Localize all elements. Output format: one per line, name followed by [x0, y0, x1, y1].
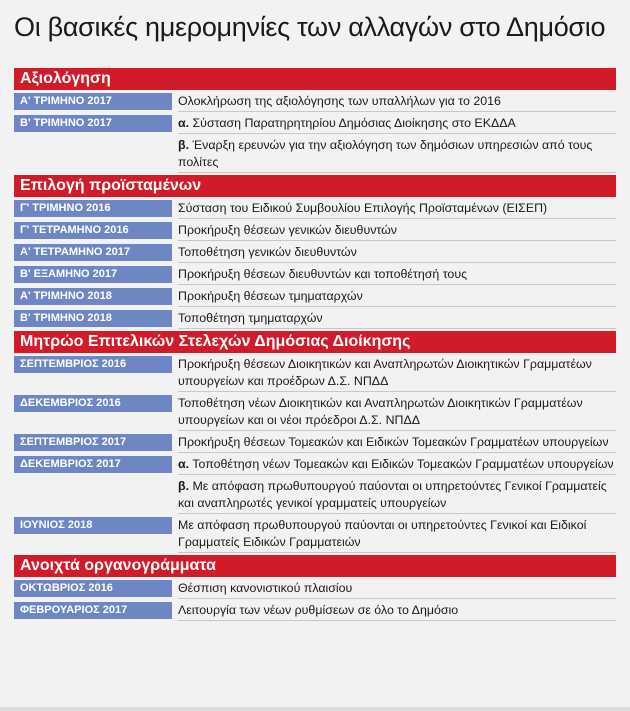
table-row	[14, 478, 616, 514]
table-row	[14, 93, 616, 112]
period-label: Γ' ΤΡΙΜΗΝΟ 2016	[14, 200, 172, 217]
row-description	[178, 200, 616, 219]
row-description	[178, 137, 616, 173]
description-text: Τοποθέτηση τμηματαρχών	[178, 311, 323, 325]
item-marker: α.	[178, 457, 190, 471]
description-text: Με απόφαση πρωθυπουργού παύονται οι υπηρετούντες Γενικοί Γραμματείς και αναπληρωτές γενικοί γραμματείς υπουργείων	[178, 479, 607, 510]
row-description	[178, 288, 616, 307]
period-label: ΣΕΠΤΕΜΒΡΙΟΣ 2017	[14, 434, 172, 451]
row-description	[178, 222, 616, 241]
section-header: Αξιολόγηση	[14, 68, 616, 90]
period-label	[14, 137, 172, 154]
timeline-table	[14, 66, 616, 621]
row-description	[178, 266, 616, 285]
table-row	[14, 137, 616, 173]
table-row	[14, 434, 616, 453]
table-row	[14, 244, 616, 263]
table-row	[14, 222, 616, 241]
table-row	[14, 517, 616, 553]
item-marker: β.	[178, 479, 190, 493]
row-description	[178, 93, 616, 112]
period-label: ΔΕΚΕΜΒΡΙΟΣ 2017	[14, 456, 172, 473]
table-row	[14, 200, 616, 219]
period-label	[14, 478, 172, 495]
row-description	[178, 310, 616, 329]
table-row	[14, 580, 616, 599]
row-description	[178, 395, 616, 431]
period-label: Α' ΤΡΙΜΗΝΟ 2017	[14, 93, 172, 110]
table-row	[14, 266, 616, 285]
description-text: Σύσταση του Ειδικού Συμβουλίου Επιλογής Προϊσταμένων (ΕΙΣΕΠ)	[178, 201, 548, 215]
item-marker: β.	[178, 138, 190, 152]
section-header: Επιλογή προϊσταμένων	[14, 175, 616, 197]
table-row	[14, 395, 616, 431]
period-label: Γ' ΤΕΤΡΑΜΗΝΟ 2016	[14, 222, 172, 239]
description-text: Με απόφαση πρωθυπουργού παύονται οι υπηρετούντες Γενικοί και Ειδικοί Γραμματείς Ειδικών Γραμματειών	[178, 518, 587, 549]
item-marker: α.	[178, 116, 190, 130]
row-description	[178, 580, 616, 599]
description-text: Προκήρυξη θέσεων Διοικητικών και Αναπληρωτών Διοικητικών Γραμματέων υπουργείων και προέδρων Δ.Σ. ΝΠΔΔ	[178, 357, 592, 388]
table-row	[14, 115, 616, 134]
description-text: Τοποθέτηση γενικών διευθυντών	[178, 245, 357, 259]
description-text: Τοποθέτηση νέων Τομεακών και Ειδικών Τομεακών Γραμματέων υπουργείων	[192, 457, 614, 471]
bottom-divider	[0, 707, 630, 711]
row-description	[178, 478, 616, 514]
description-text: Τοποθέτηση νέων Διοικητικών και Αναπληρωτών Διοικητικών Γραμματέων υπουργείων και οι νέοι πρόεδροι Δ.Σ. ΝΠΔΔ	[178, 396, 583, 427]
section-header: Μητρώο Επιτελικών Στελεχών Δημόσιας Διοίκησης	[14, 331, 616, 353]
table-row	[14, 602, 616, 621]
row-description	[178, 115, 616, 134]
period-label: Β' ΕΞΑΜΗΝΟ 2017	[14, 266, 172, 283]
row-description	[178, 517, 616, 553]
period-label: Α' ΤΡΙΜΗΝΟ 2018	[14, 288, 172, 305]
description-text: Προκήρυξη θέσεων τμηματαρχών	[178, 289, 363, 303]
period-label: ΟΚΤΩΒΡΙΟΣ 2016	[14, 580, 172, 597]
period-label: ΙΟΥΝΙΟΣ 2018	[14, 517, 172, 534]
section-header: Ανοιχτά οργανογράμματα	[14, 555, 616, 577]
period-label: Β' ΤΡΙΜΗΝΟ 2017	[14, 115, 172, 132]
description-text: Ολοκλήρωση της αξιολόγησης των υπαλλήλων για το 2016	[178, 94, 501, 108]
period-label: ΔΕΚΕΜΒΡΙΟΣ 2016	[14, 395, 172, 412]
page-title: Οι βασικές ημερομηνίες των αλλαγών στο Δημόσιο	[14, 12, 606, 42]
period-label: Β' ΤΡΙΜΗΝΟ 2018	[14, 310, 172, 327]
row-description	[178, 602, 616, 621]
period-label: Α' ΤΕΤΡΑΜΗΝΟ 2017	[14, 244, 172, 261]
table-row	[14, 356, 616, 392]
row-description	[178, 244, 616, 263]
row-description	[178, 434, 616, 453]
table-row	[14, 456, 616, 475]
description-text: Προκήρυξη θέσεων γενικών διευθυντών	[178, 223, 398, 237]
table-row	[14, 288, 616, 307]
description-text: Λειτουργία των νέων ρυθμίσεων σε όλο το Δημόσιο	[178, 603, 459, 617]
period-label: ΦΕΒΡΟΥΑΡΙΟΣ 2017	[14, 602, 172, 619]
row-description	[178, 356, 616, 392]
description-text: Προκήρυξη θέσεων Τομεακών και Ειδικών Τομεακών Γραμματέων υπουργείων	[178, 435, 609, 449]
description-text: Προκήρυξη θέσεων διευθυντών και τοποθέτησή τους	[178, 267, 468, 281]
row-description	[178, 456, 616, 475]
description-text: Έναρξη ερευνών για την αξιολόγηση των δημόσιων υπηρεσιών από τους πολίτες	[178, 138, 593, 169]
table-row	[14, 310, 616, 329]
period-label: ΣΕΠΤΕΜΒΡΙΟΣ 2016	[14, 356, 172, 373]
description-text: Θέσπιση κανονιστικού πλαισίου	[178, 581, 353, 595]
description-text: Σύσταση Παρατηρητηρίου Δημόσιας Διοίκησης στο ΕΚΔΔΑ	[192, 116, 516, 130]
